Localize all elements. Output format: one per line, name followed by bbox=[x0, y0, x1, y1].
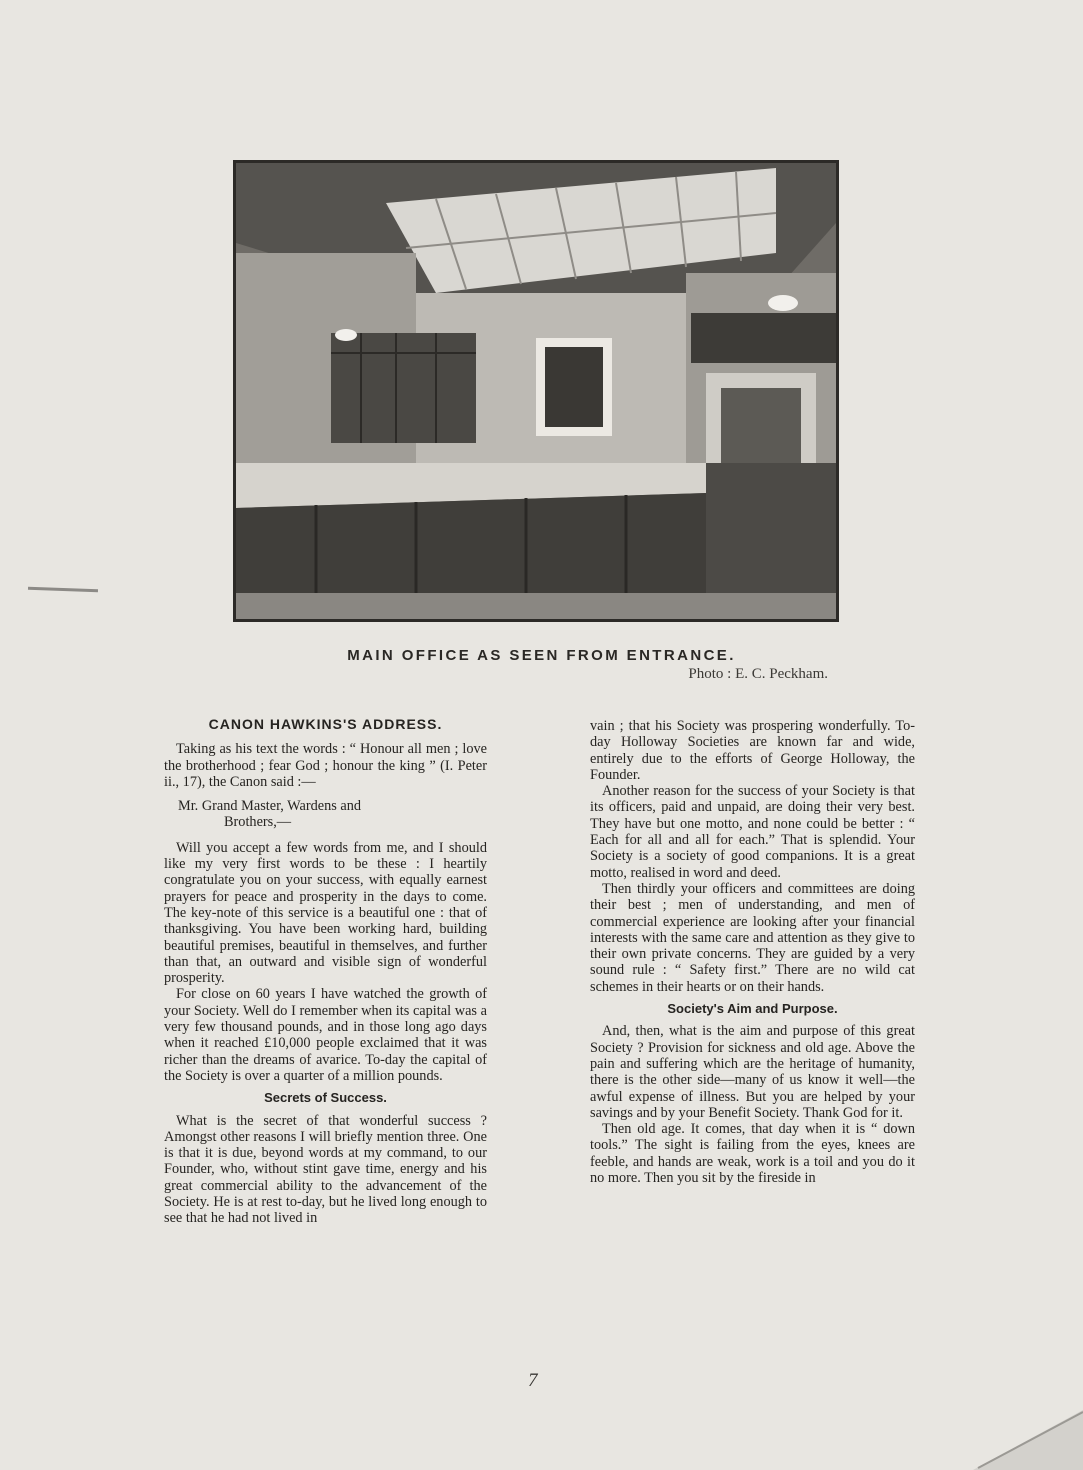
subheading-aim-and-purpose: Society's Aim and Purpose. bbox=[667, 1001, 838, 1017]
photo-credit: Photo : E. C. Peckham. bbox=[688, 666, 828, 682]
subheading-secrets-of-success: Secrets of Success. bbox=[264, 1090, 387, 1106]
intro-paragraph: Taking as his text the words : “ Honour all men ; love the brotherhood ; fear God ; honour the king ” (I. Peter ii., 17), the Canon said :— bbox=[164, 741, 487, 790]
photo-caption: MAIN OFFICE AS SEEN FROM ENTRANCE. bbox=[347, 647, 736, 664]
salutation-line-2: Brothers,— bbox=[224, 814, 292, 831]
left-column bbox=[164, 712, 487, 1227]
paragraph-6: Then thirdly your officers and committees are doing their best ; men of understanding, and men of commercial experience are looking after your financial interests with the same care and attention as they give to their own private concerns. They are guided by a very sound rule : “ Safety first.” There are no wild cat schemes in their hearts or on their hands. bbox=[590, 880, 915, 995]
article-title: CANON HAWKINS'S ADDRESS. bbox=[208, 716, 443, 732]
right-column bbox=[590, 718, 915, 1186]
salutation bbox=[178, 798, 487, 831]
paragraph-5: Another reason for the success of your Society is that its officers, paid and unpaid, are doing their very best. They have but one motto, and none could be better : “ Each for all and all for each.” That is splendid. Your Society is a society of good companions. It is a great motto, realised in word and deed. bbox=[590, 783, 915, 881]
salutation-line-1: Mr. Grand Master, Wardens and bbox=[178, 798, 362, 815]
main-office-photo bbox=[233, 160, 839, 622]
office-interior-illustration bbox=[236, 163, 836, 619]
page-number: 7 bbox=[528, 1370, 538, 1391]
page-corner-fold bbox=[973, 1410, 1083, 1470]
paragraph-7: And, then, what is the aim and purpose of this great Society ? Provision for sickness and old age. Above the pain and suffering which are the heritage of humanity, there is the other side—many of us know it well—the awful expense of illness. But you are helped by your savings and by your Benefit Society. Thank God for it. bbox=[590, 1023, 915, 1121]
paper-edge-mark bbox=[28, 587, 98, 592]
paragraph-8: Then old age. It comes, that day when it is “ down tools.” The sight is failing from the eyes, knees are feeble, and hands are weak, work is a toil and you do it no more. Then you sit by the fireside in bbox=[590, 1121, 915, 1187]
paragraph-1: Will you accept a few words from me, and I should like my very first words to be these : I heartily congratulate you on your success, with equally earnest prayers for peace and prosperity in the days to come. The key-note of this service is a beautiful one : that of thanksgiving. You have been working hard, building beautiful premises, beautiful in themselves, and further than that, an outward and visible sign of wonderful prosperity. bbox=[164, 839, 487, 987]
paragraph-3: What is the secret of that wonderful success ? Amongst other reasons I will briefly mention three. One is that it is due, beyond words at my command, to our Founder, who, without stint gave time, energy and his great commercial ability to the advancement of the Society. He is at rest to-day, but he lived long enough to see that he had not lived in bbox=[164, 1112, 487, 1227]
paragraph-2: For close on 60 years I have watched the growth of your Society. Well do I remember when its capital was a very few thousand pounds, and in those long ago days when it reached £10,000 people exclaimed that it was richer than the dreams of avarice. To-day the capital of the Society is over a quarter of a million pounds. bbox=[164, 986, 487, 1084]
paragraph-4: vain ; that his Society was prospering wonderfully. To-day Holloway Societies are known far and wide, entirely due to the efforts of George Holloway, the Founder. bbox=[590, 718, 915, 783]
